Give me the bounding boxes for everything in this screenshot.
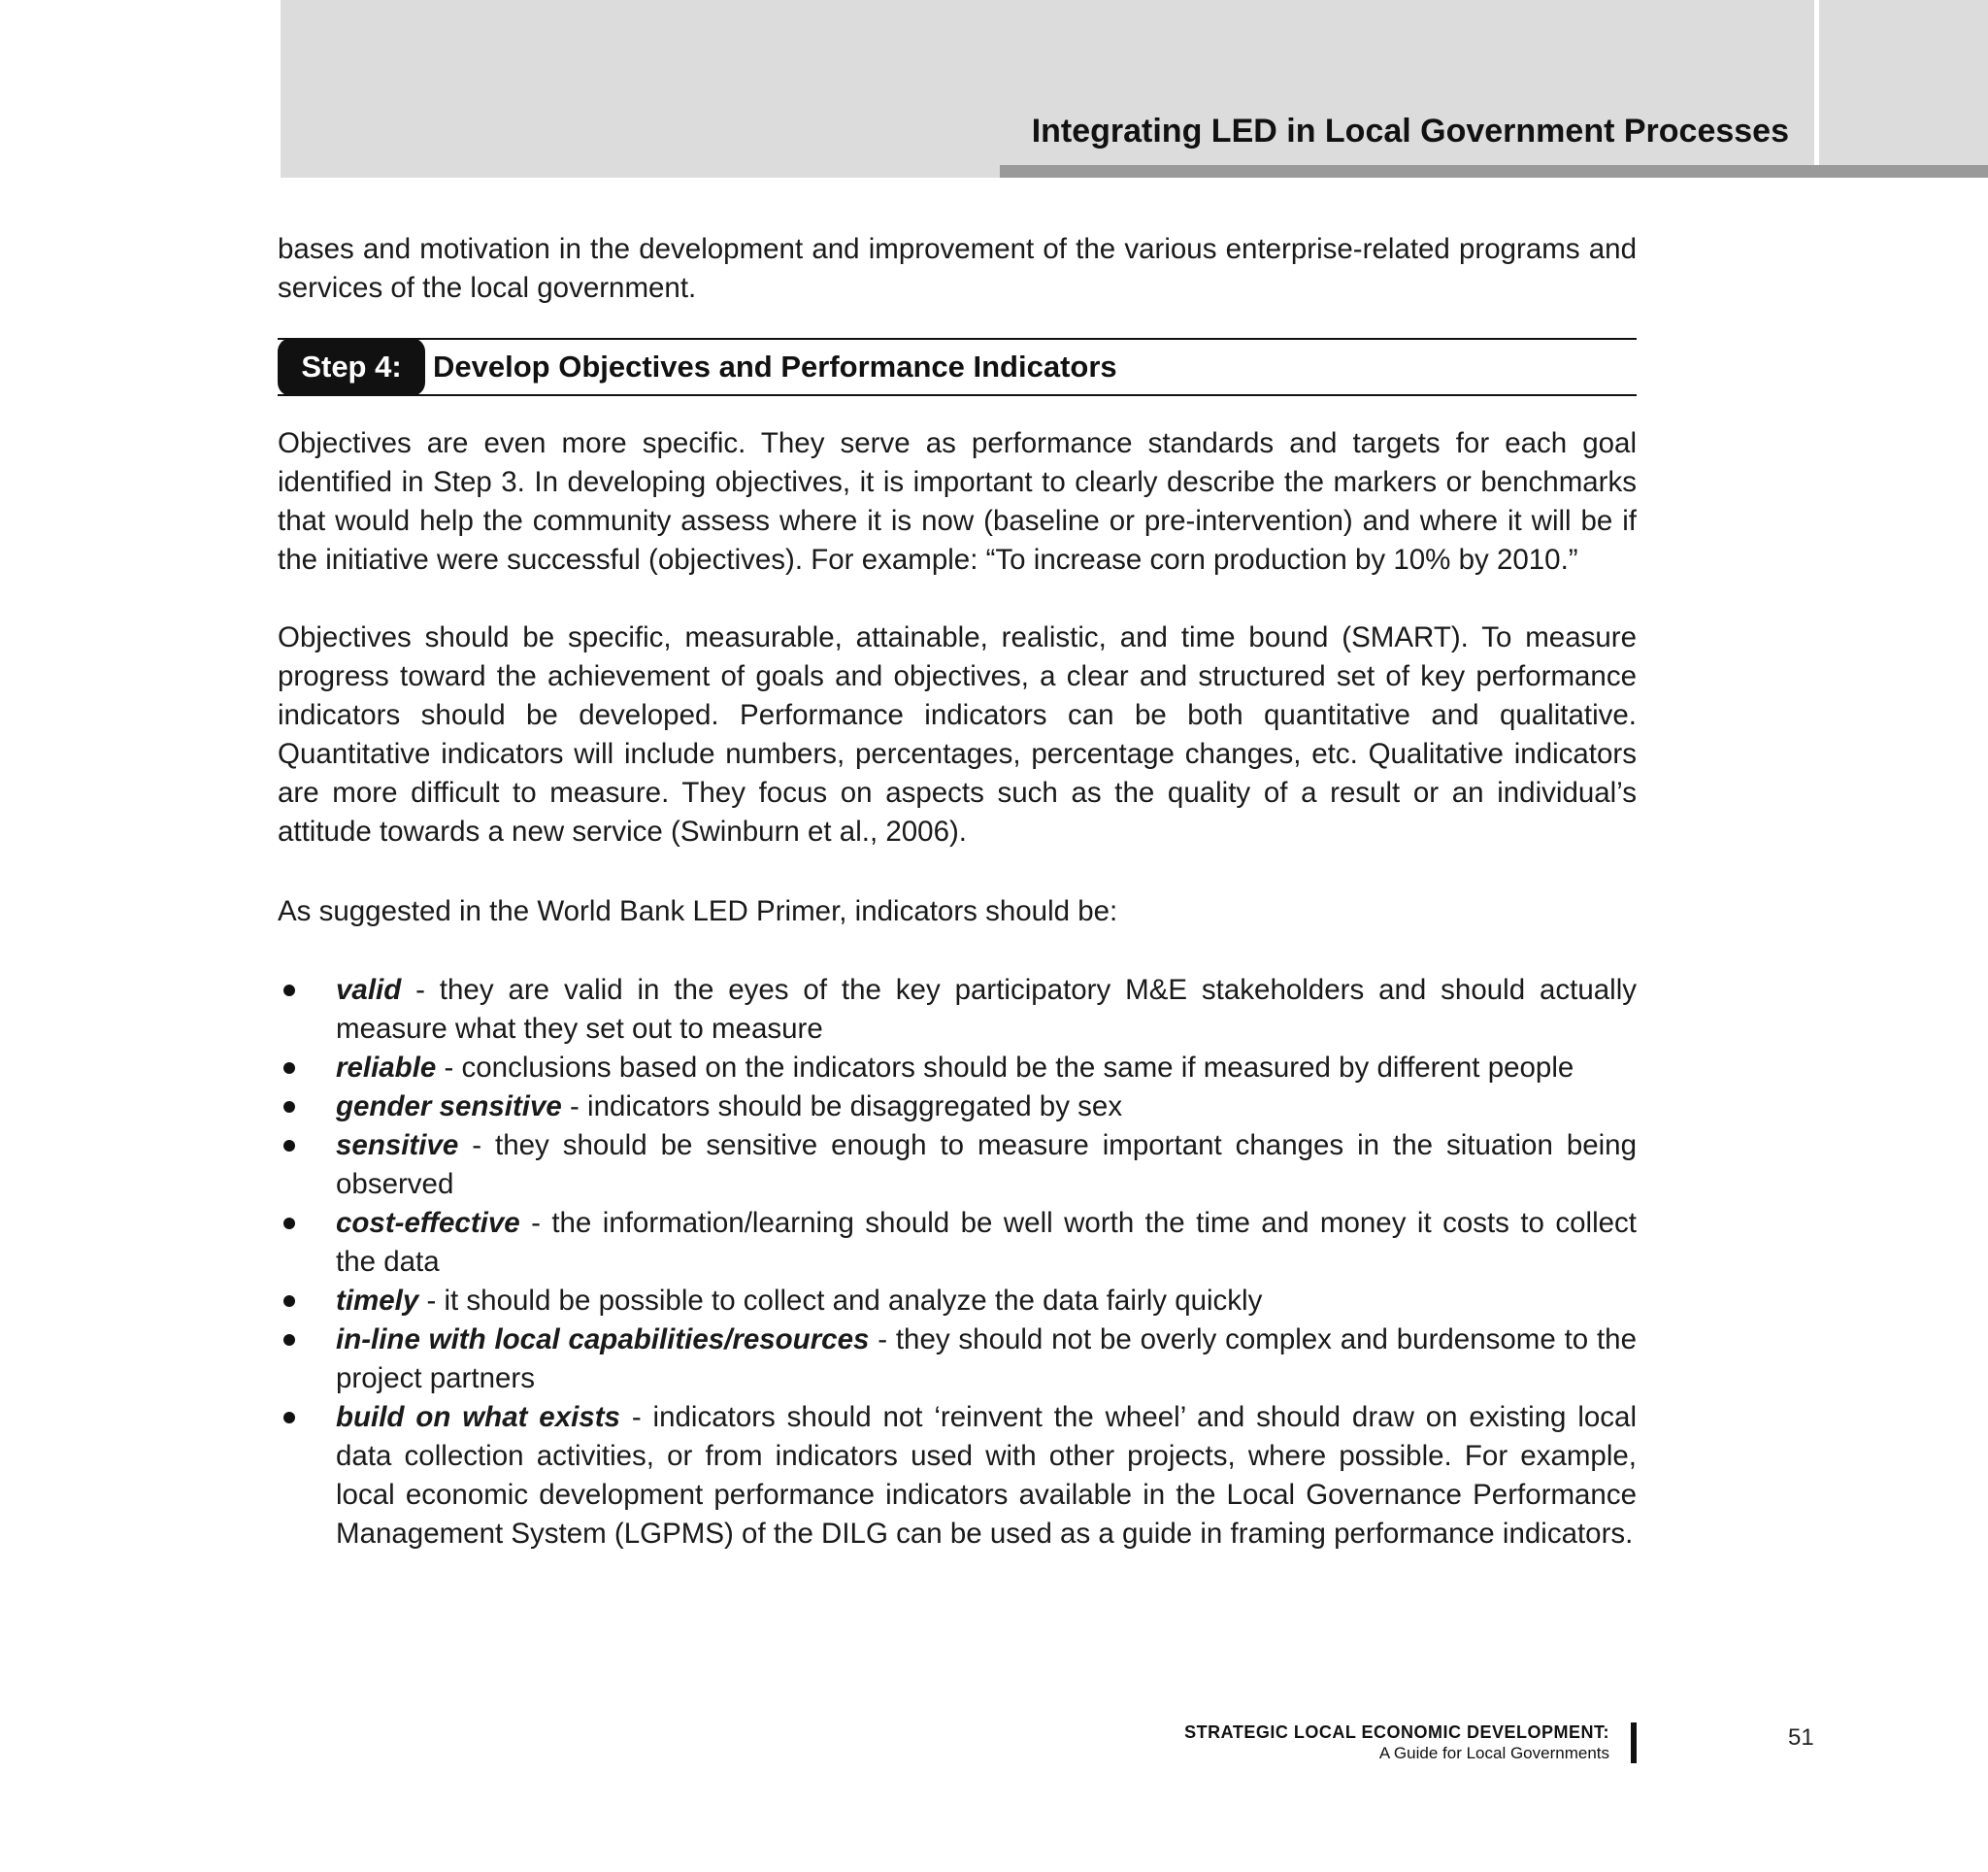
list-item [278,1204,1637,1282]
footer-book-title: STRATEGIC LOCAL ECONOMIC DEVELOPMENT: [1184,1722,1609,1742]
list-item [278,971,1637,1049]
list-item [278,1282,1637,1320]
intro-paragraph: bases and motivation in the development and improvement of the various enterprise-related programs and services of the local government. [278,233,1637,304]
smart-paragraph: Objectives should be specific, measurable, attainable, realistic, and time bound (SMART). To measure progress toward the achievement of goals and objectives, a clear and structured set of key performance indicators should be developed. Performance indicators can be both quantitative and qualitative. Quantitative indicators will include numbers, percentages, percentage changes, etc. Qualitative indicators are more difficult to measure. They focus on aspects such as the quality of a result or an individual’s attitude towards a new service (Swinburn et al., 2006). [278,621,1637,848]
indicator-list [278,971,1637,1554]
header-band [281,0,1814,178]
indicator-description: - they are valid in the eyes of the key participatory M&E stakeholders and should actually measure what they set out to measure [336,974,1637,1045]
list-item [278,1398,1637,1554]
footer-divider [1631,1722,1637,1763]
step-title: Develop Objectives and Performance Indicators [433,350,1117,384]
indicator-description: - conclusions based on the indicators should be the same if measured by different people [436,1052,1574,1084]
indicator-description: - indicators should not ‘reinvent the wheel’ and should draw on existing local data collection activities, or from indicators used with other projects, where possible. For example, local economic development performance indicators available in the Local Governance Performance Management System (LGPMS) of the DILG can be used as a guide in framing performance indicators. [336,1401,1638,1550]
indicator-term: reliable [336,1052,437,1084]
intro-paragraph-block [278,230,1637,308]
objectives-paragraph-block [278,424,1637,580]
smart-paragraph-block [278,618,1637,852]
indicator-term: sensitive [336,1129,459,1161]
indicator-term: build on what exists [336,1401,620,1433]
indicator-description: - it should be possible to collect and analyze the data fairly quickly [418,1285,1263,1317]
list-item [278,1087,1637,1126]
indicator-description: - they should not be overly complex and burdensome to the project partners [336,1323,1637,1394]
list-item [278,1126,1637,1204]
indicator-description: - indicators should be disaggregated by sex [561,1090,1123,1122]
indicator-description: - the information/learning should be well worth the time and money it costs to collect the data [336,1207,1637,1278]
step-label: Step 4: [278,338,425,396]
indicator-term: valid [336,974,402,1006]
indicator-term: in-line with local capabilities/resources [336,1323,870,1355]
header-band-edge [1819,0,1988,178]
primer-intro-block [278,892,1637,931]
header-rule [1000,165,1988,178]
indicator-description: - they should be sensitive enough to measure important changes in the situation being observed [336,1129,1637,1200]
list-item [278,1320,1637,1398]
primer-intro: As suggested in the World Bank LED Primer, indicators should be: [278,895,1118,927]
step-heading [278,338,1637,396]
footer-book-subtitle: A Guide for Local Governments [1378,1744,1609,1762]
objectives-paragraph: Objectives are even more specific. They serve as performance standards and targets for each goal identified in Step 3. In developing objectives, it is important to clearly describe the markers or benchmarks that would help the community assess where it is now (baseline or pre-intervention) and where it will be if the initiative were successful (objectives). For example: “To increase corn production by 10% by 2010.” [278,427,1637,576]
indicator-term: cost-effective [336,1207,520,1239]
page-number: 51 [1788,1724,1814,1751]
chapter-title: Integrating LED in Local Government Processes [1031,113,1789,150]
indicator-term: gender sensitive [336,1090,562,1122]
list-item [278,1049,1637,1087]
indicator-term: timely [336,1285,419,1317]
